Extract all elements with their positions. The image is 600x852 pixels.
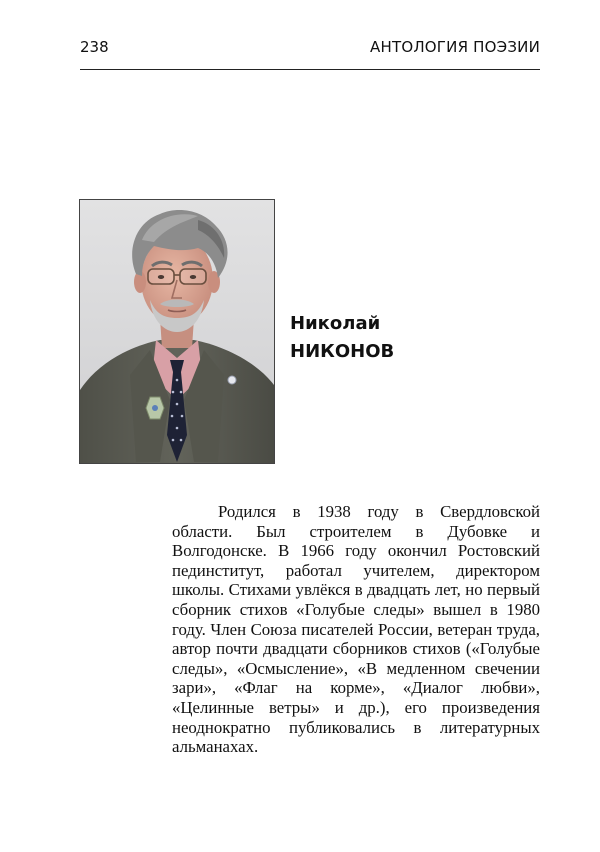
author-first-name: Николай	[290, 313, 381, 334]
header-rule	[80, 69, 540, 70]
author-last-name: НИКОНОВ	[290, 341, 395, 362]
page-number: 238	[80, 38, 109, 56]
author-biography: Родился в 1938 году в Свердловской области. Был строителем в Дубовке и Волгодонске. В 1966 году окончил Ростовский пединститут, работал учителем, директором школы. Стихами увлёкся в двадцать лет, но первый сборник стихов «Голубые следы» вышел в 1980 году. Член Союза писателей России, ветеран труда, автор почти двадцати сборников стихов («Голубые следы», «Осмысление», «В медленном свечении зари», «Флаг на корме», «Диалог любви», «Целинные ветры» и др.), его произведения неоднократно публиковались в литературных альманахах.	[172, 502, 540, 757]
portrait-illustration	[80, 200, 274, 463]
running-title: АНТОЛОГИЯ ПОЭЗИИ	[370, 38, 540, 56]
running-header	[80, 36, 540, 58]
author-portrait	[79, 199, 275, 464]
